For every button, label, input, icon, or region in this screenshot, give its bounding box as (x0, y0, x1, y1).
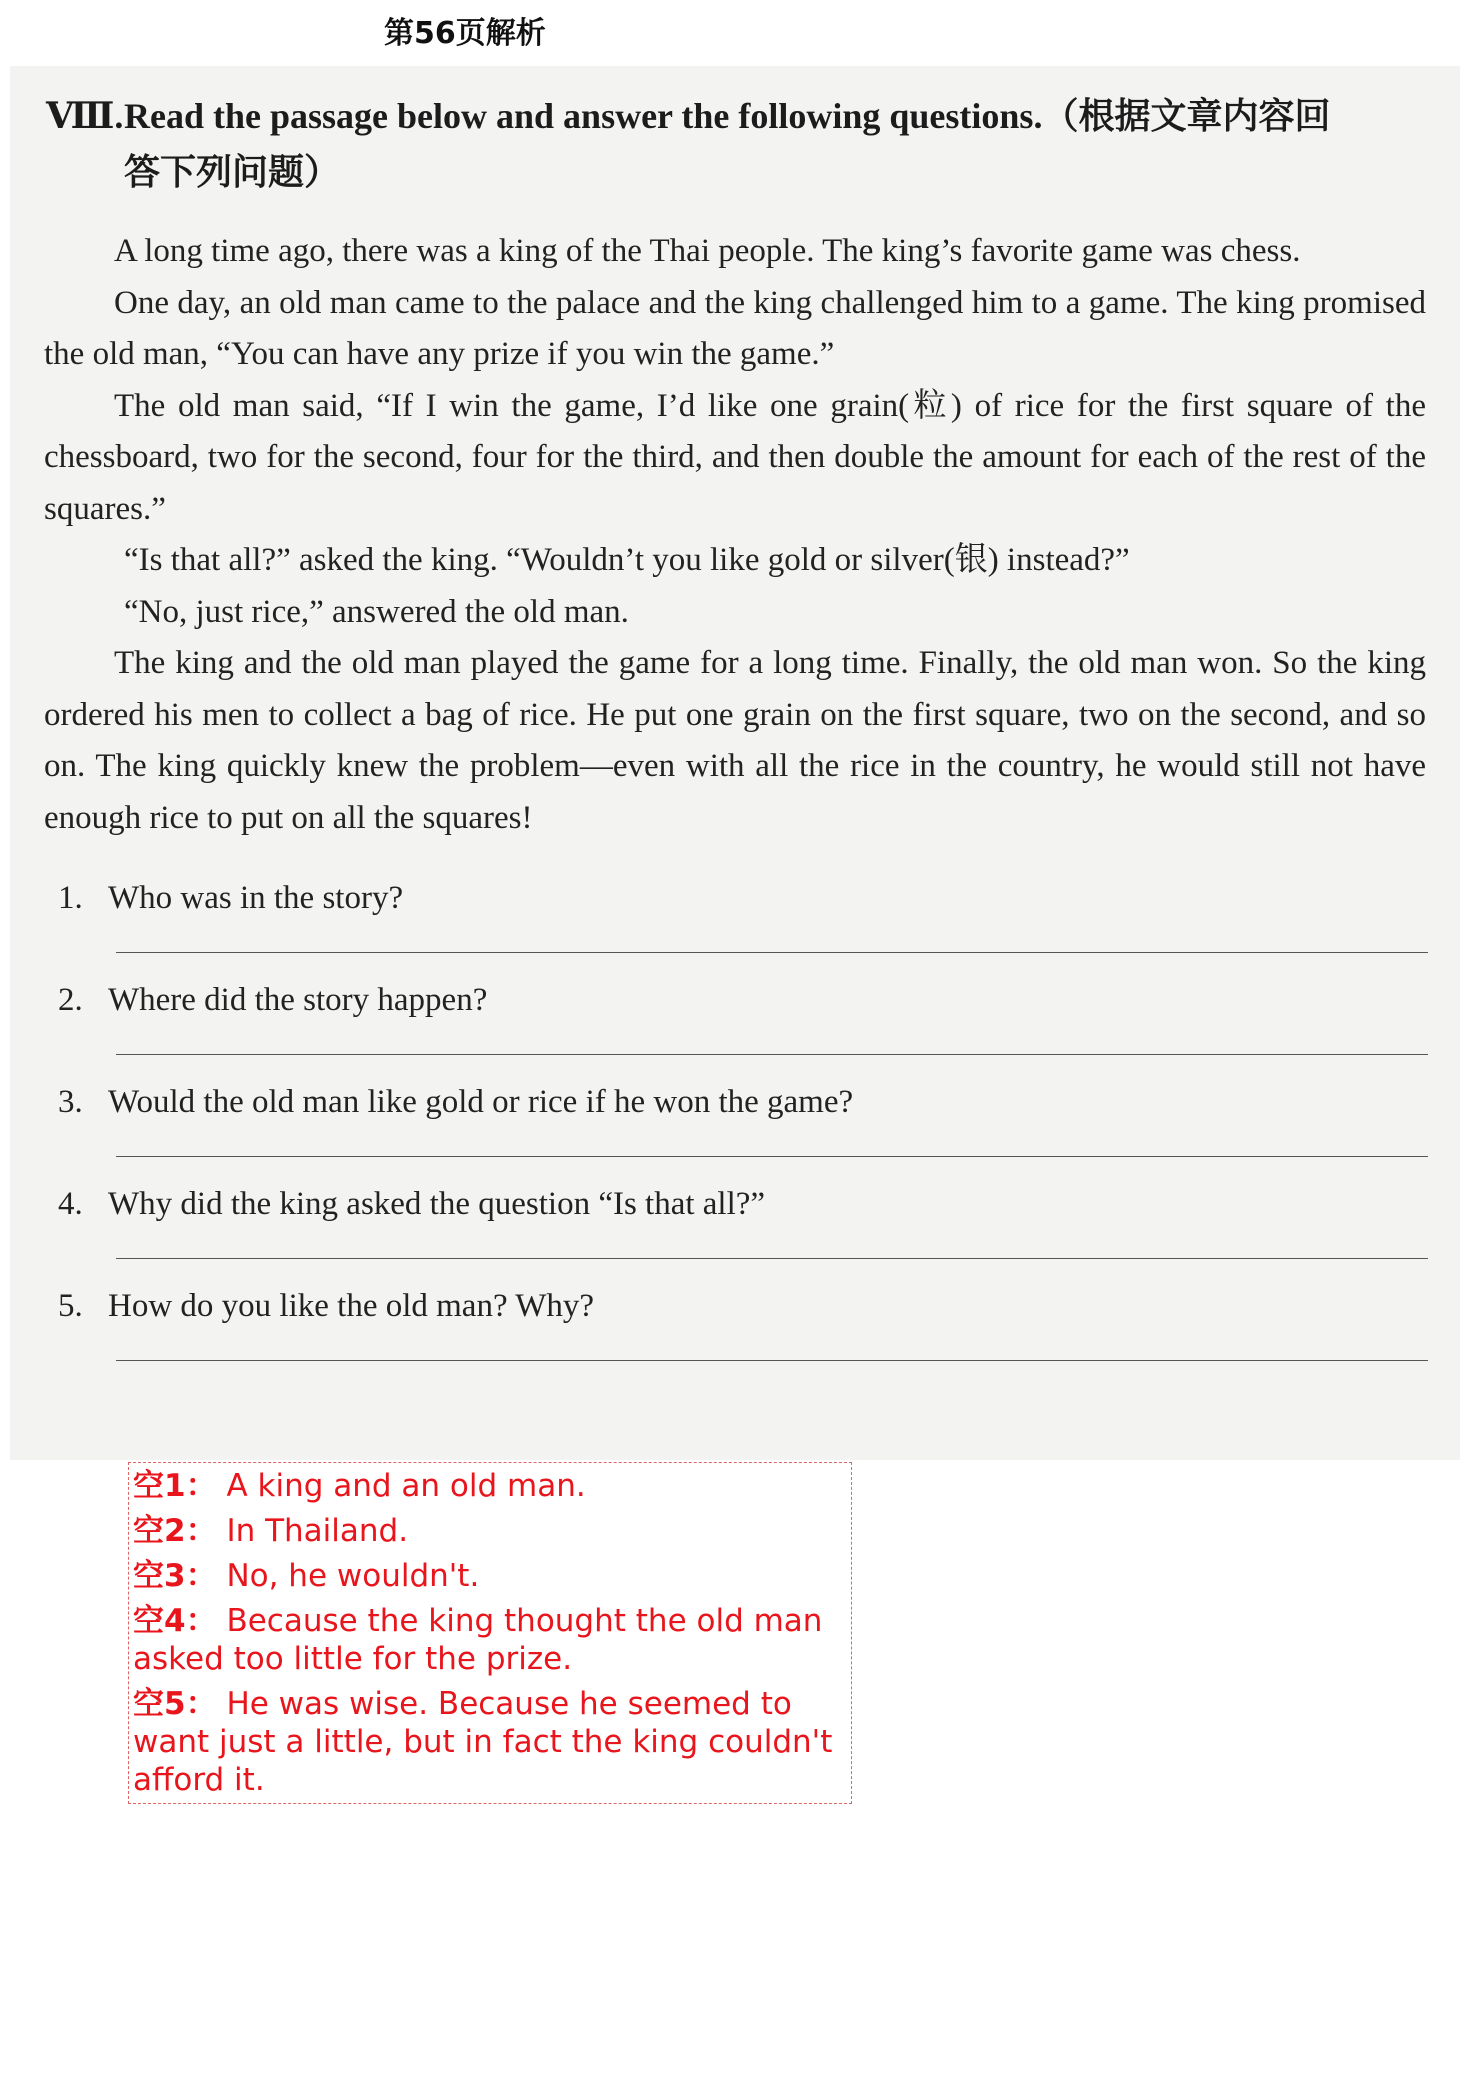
answer-text: Because the king thought the old man asked too little for the prize. (133, 1603, 823, 1677)
answer-item (133, 1557, 847, 1595)
section-title (46, 88, 1436, 200)
question-number: 2. (58, 982, 83, 1018)
page-title: 第56页解析 (384, 16, 546, 51)
answer-text: In Thailand. (226, 1513, 409, 1549)
question-text: Who was in the story? (108, 880, 404, 916)
answer-item (133, 1467, 847, 1505)
section-title-line-2: 答下列问题） (124, 152, 341, 192)
answer-blank-line (116, 952, 1428, 953)
answer-tag: 空1： (133, 1468, 217, 1504)
answer-item (133, 1512, 847, 1550)
question-list (58, 880, 1428, 1390)
question-item (58, 1084, 1428, 1186)
passage-paragraph: A long time ago, there was a king of the Thai people. The king’s favorite game was chess. (114, 233, 1301, 269)
section-number: Ⅷ. (46, 96, 124, 136)
answer-text: No, he wouldn't. (226, 1558, 480, 1594)
answer-text: A king and an old man. (226, 1468, 586, 1504)
passage-paragraph: The king and the old man played the game for a long time. Finally, the old man won. So the king ordered his men to collect a bag of rice. He put one grain on the first square, two on the second, and so on. The king quickly knew the problem—even with all the rice in the country, he would still not have enough rice to put on all the squares! (44, 645, 1426, 836)
question-item (58, 1186, 1428, 1288)
question-text: Where did the story happen? (108, 982, 488, 1018)
question-item (58, 982, 1428, 1084)
scanned-exercise (10, 66, 1460, 1460)
answer-key-box (128, 1462, 852, 1804)
passage-paragraph: One day, an old man came to the palace and the king challenged him to a game. The king promised the old man, “You can have any prize if you win the game.” (44, 284, 1426, 372)
question-number: 5. (58, 1288, 83, 1324)
answer-text: He was wise. Because he seemed to want just a little, but in fact the king couldn't afford it. (133, 1686, 833, 1798)
answer-blank-line (116, 1360, 1428, 1361)
answer-item (133, 1602, 847, 1678)
question-item (58, 1288, 1428, 1390)
question-text: Would the old man like gold or rice if he won the game? (108, 1084, 854, 1120)
passage-paragraph: “No, just rice,” answered the old man. (124, 593, 629, 630)
question-number: 3. (58, 1084, 83, 1120)
question-text: Why did the king asked the question “Is that all?” (108, 1186, 766, 1222)
answer-tag: 空2： (133, 1513, 217, 1549)
answer-item (133, 1685, 847, 1799)
question-number: 4. (58, 1186, 83, 1222)
answer-blank-line (116, 1156, 1428, 1157)
answer-tag: 空3： (133, 1558, 217, 1594)
question-number: 1. (58, 880, 83, 916)
answer-blank-line (116, 1258, 1428, 1259)
answer-tag: 空5： (133, 1686, 217, 1722)
answer-tag: 空4： (133, 1603, 217, 1639)
section-title-line-1: Read the passage below and answer the following questions.（根据文章内容回 (124, 96, 1331, 136)
passage-paragraph: “Is that all?” asked the king. “Wouldn’t you like gold or silver(银) instead?” (124, 542, 1130, 578)
question-item (58, 880, 1428, 982)
question-text: How do you like the old man? Why? (108, 1288, 595, 1324)
passage-paragraph: The old man said, “If I win the game, I’d like one grain(粒) of rice for the first square of the chessboard, two for the second, four for the third, and then double the amount for each of the rest of the squares.” (44, 387, 1426, 527)
answer-blank-line (116, 1054, 1428, 1055)
reading-passage (44, 226, 1426, 844)
